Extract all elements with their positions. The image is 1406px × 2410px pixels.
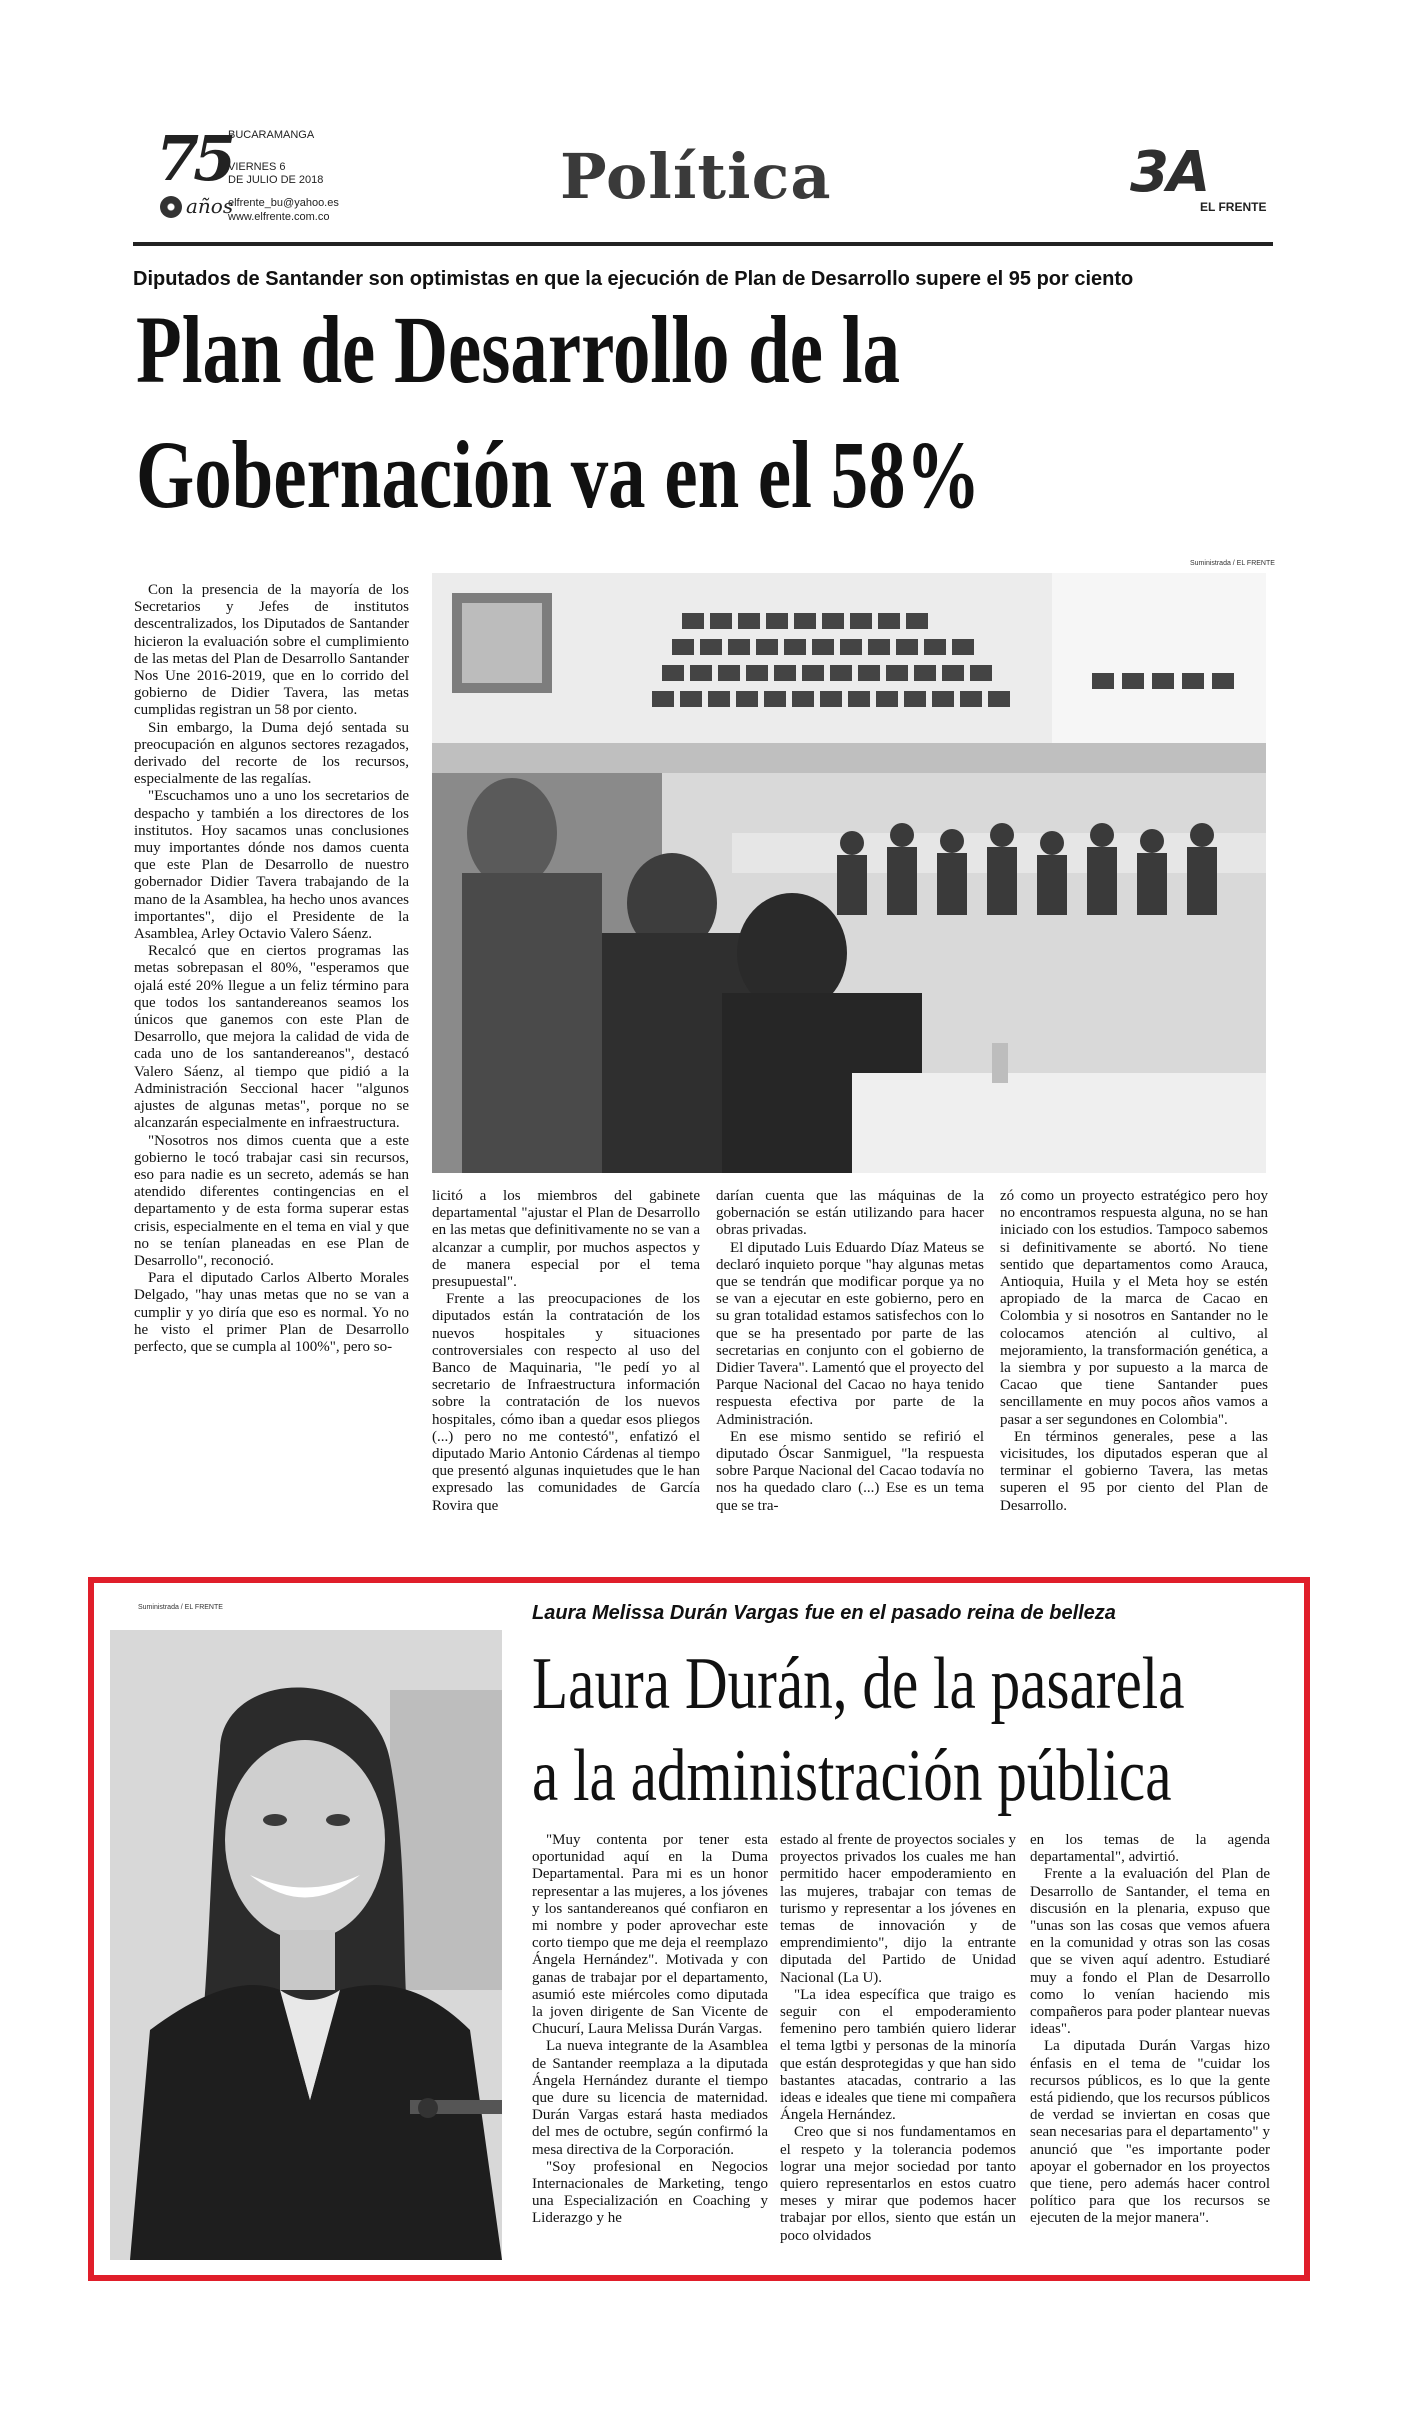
assembly-session-illustration [432,573,1266,1173]
anniversary-logo [150,122,234,226]
portrait-illustration [110,1630,502,2260]
paragraph: En ese mismo sentido se refirió el diputado Óscar Sanmiguel, "la respuesta sobre Parque Nacional del Cacao todavía no nos ha quedado claro (...) Ese es un tema que se tra- [716,1428,984,1514]
website: www.elfrente.com.co [228,211,330,223]
paragraph: Sin embargo, la Duma dejó sentada su preocupación en algunos sectores rezagados, derivado del recorte de los recursos, especialmente de las regalías. [134,719,409,788]
story2-column-1 [532,1832,768,2228]
masthead-rule [133,242,1273,246]
story1-column-3 [716,1188,984,1515]
story1-headline-line1: Plan de Desarrollo de la [136,296,901,403]
date-line-2: DE JULIO DE 2018 [228,174,324,186]
paragraph: zó como un proyecto estratégico pero hoy no encontramos respuesta alguna, no se han iniciado con los estudios. Tampoco sabemos si definitivamente se abortó. No tiene sentido que departamentos como Arauca, Antioquia, Huila y el Meta hoy se estén apropiado de la marca de Cacao en Colombia y si nosotros en Santander no le colocamos atención al cultivo, al mejoramiento, la transformación genética, a la siembra y por supuesto a la marca de Cacao que tiene Santander pues sencillamente en muy pocos años vamos a pasar a ser segundones en Colombia". [1000,1188,1268,1428]
logo-emblem-icon [160,196,182,218]
logo-number: 75 [156,122,231,195]
story1-column-1 [134,582,409,1356]
portrait-photo [110,1630,502,2260]
paragraph: Con la presencia de la mayoría de los Secretarios y Jefes de institutos descentralizados, los Diputados de Santander hicieron la evaluación sobre el cumplimiento de las metas del Plan de Desarrollo Santander Nos Une 2016-2019, que en lo corrido del gobierno de Didier Tavera, las metas cumplidas registran un 58 por ciento. [134,582,409,719]
story1-column-2 [432,1188,700,1515]
story2-column-2 [780,1832,1016,2245]
paragraph: Creo que si nos fundamentamos en el respeto y la tolerancia podemos lograr una mejor sociedad por tanto quiero representarlos en estos cuatro meses y mirar que podemos hacer trabajar por ellos, siento que están un poco olvidados [780,2124,1016,2244]
story2-column-3 [1030,1832,1270,2228]
paragraph: en los temas de la agenda departamental", advirtió. [1030,1832,1270,1866]
paragraph: Para el diputado Carlos Alberto Morales Delgado, "hay unas metas que no se van a cumplir y yo diría que eso es normal. Yo no he visto el primer Plan de Desarrollo perfecto, que se cumpla al 100%", pero so- [134,1270,409,1355]
assembly-session-photo [432,573,1266,1173]
email: elfrente_bu@yahoo.es [228,197,339,209]
story1-headline-line2: Gobernación va en el 58% [136,421,981,528]
paragraph: licitó a los miembros del gabinete departamental "ajustar el Plan de Desarrollo en las metas que definitivamente no se van a alcanzar a cumplir, por muchos aspectos y de manera especial por el tema presupuestal". [432,1188,700,1291]
paper-name: EL FRENTE [1200,200,1267,214]
story1-kicker: Diputados de Santander son optimistas en que la ejecución de Plan de Desarrollo supere el 95 por ciento [133,268,1134,290]
story2-headline-line2: a la administración pública [532,1735,1172,1817]
photo1-credit: Suministrada / EL FRENTE [1190,560,1275,567]
paragraph: Recalcó que en ciertos programas las metas sobrepasan el 80%, "esperamos que ojalá esté 20% llegue a un feliz término para que todos los santandereanos seamos los únicos que ganemos con este Plan de Desarrollo, que mejora la calidad de vida de cada uno de los santandereanos", destacó Valero Sáenz, al tiempo que pidió a la Administración Seccional hacer "algunos ajustes de algunas metas", porque no se alcanzarán especialmente en infraestructura. [134,943,409,1132]
page-number: 3A [1130,140,1209,205]
paragraph: Frente a las preocupaciones de los diputados están la contratación de los nuevos hospitales y situaciones controversiales con respecto al uso del Banco de Maquinaria, "le pedí yo al secretario de Infraestructura información sobre la contratación de los nuevos hospitales, cómo iban a quedar esos pliegos (...) pero no me contestó", enfatizó el diputado Mario Antonio Cárdenas al tiempo que presentó algunas inquietudes que le han expresado las comunidades de García Rovira que [432,1291,700,1514]
date-line-1: VIERNES 6 [228,161,286,173]
story2-headline-line1: Laura Durán, de la pasarela [532,1643,1185,1725]
paragraph: La nueva integrante de la Asamblea de Santander reemplaza a la diputada Ángela Hernández durante el tiempo que dure su licencia de maternidad. Durán Vargas estará hasta mediados del mes de octubre, según confirmó la mesa directiva de la Corporación. [532,2038,768,2158]
story1-column-4 [1000,1188,1268,1515]
paragraph: Frente a la evaluación del Plan de Desarrollo de Santander, el tema en discusión en la plenaria, expuso que "unas son las cosas que vemos afuera en la comunidad y otras son las cosas que se viven aquí adentro. Estudiaré muy a fondo el Plan de Desarrollo como lo venían haciendo mis compañeros para poder plantear nuevas ideas". [1030,1866,1270,2038]
paragraph: "Muy contenta por tener esta oportunidad aquí en la Duma Departamental. Para mi es un honor representar a las mujeres, a los jóvenes y los santandereanos qué confiaron en mi nombre y poder aprovechar este corto tiempo que me deja el reemplazo Ángela Hernández". Motivada y con ganas de trabajar por el departamento, asumió este miércoles como diputada la joven dirigente de San Vicente de Chucurí, Laura Melissa Durán Vargas. [532,1832,768,2038]
logo-text: años [186,194,234,218]
story2-kicker: Laura Melissa Durán Vargas fue en el pasado reina de belleza [532,1602,1116,1624]
paragraph: "Nosotros nos dimos cuenta que a este gobierno le tocó trabajar casi sin recursos, eso para nadie es un secreto, además se han atendido diferentes contingencias en el departamento y de esta forma superar estas crisis, especialmente en el tema en vial y que no se tenían planeadas en ese Plan de Desarrollo", reconoció. [134,1132,409,1269]
paragraph: darían cuenta que las máquinas de la gobernación se están utilizando para hacer obras privadas. [716,1188,984,1239]
paragraph: "La idea específica que traigo es seguir con el empoderamiento femenino pero también quiero liderar el tema lgtbi y personas de la minoría que están desprotegidas y que han sido bastantes atacadas, contrario a las ideas e ideales que tiene mi compañera Ángela Hernández. [780,1986,1016,2124]
paragraph: "Escuchamos uno a uno los secretarios de despacho y también a los directores de los institutos. Hoy sacamos unas conclusiones muy importantes dónde nos damos cuenta que este Plan de Desarrollo de nuestro gobernador Didier Tavera trabajando de la mano de la Asamblea, ha hecho unos avances importantes", dijo el Presidente de la Asamblea, Arley Octavio Valero Sáenz. [134,788,409,943]
city: BUCARAMANGA [228,129,315,141]
paragraph: "Soy profesional en Negocios Internacionales de Marketing, tengo una Especialización en Coaching y Liderazgo y he [532,2158,768,2227]
photo2-credit: Suministrada / EL FRENTE [138,1604,223,1611]
paragraph: La diputada Durán Vargas hizo énfasis en el tema de "cuidar los recursos públicos, es lo que la gente está pidiendo, que los recursos públicos de verdad se inviertan en cosas que sean necesarias para el departamento" y anunció que "es importante poder apoyar el gobernador en los proyectos que tiene, pero además hacer control político para que los recursos se ejecuten de la mejor manera". [1030,2038,1270,2227]
paragraph: El diputado Luis Eduardo Díaz Mateus se declaró inquieto porque "hay algunas metas que se tendrán que modificar porque ya no se van a ejecutar en este gobierno, pero en su gran totalidad estamos satisfechos con lo que se ha presentado por parte de las secretarias en conjunto con el gobierno de Didier Tavera". Lamentó que el proyecto del Parque Nacional del Cacao no haya tenido respuesta efectiva por parte de la Administración. [716,1239,984,1428]
section-title: Política [560,140,832,213]
paragraph: En términos generales, pese a las vicisitudes, los diputados esperan que al terminar el gobierno Tavera, las metas superen el 95 por ciento del Plan de Desarrollo. [1000,1428,1268,1514]
paragraph: estado al frente de proyectos sociales y proyectos privados los cuales me han permitido hacer empoderamiento en las mujeres, trabajar con temas de turismo y representar a los jóvenes en temas de innovación y de emprendimiento", dijo la entrante diputada del Partido de Unidad Nacional (La U). [780,1832,1016,1986]
